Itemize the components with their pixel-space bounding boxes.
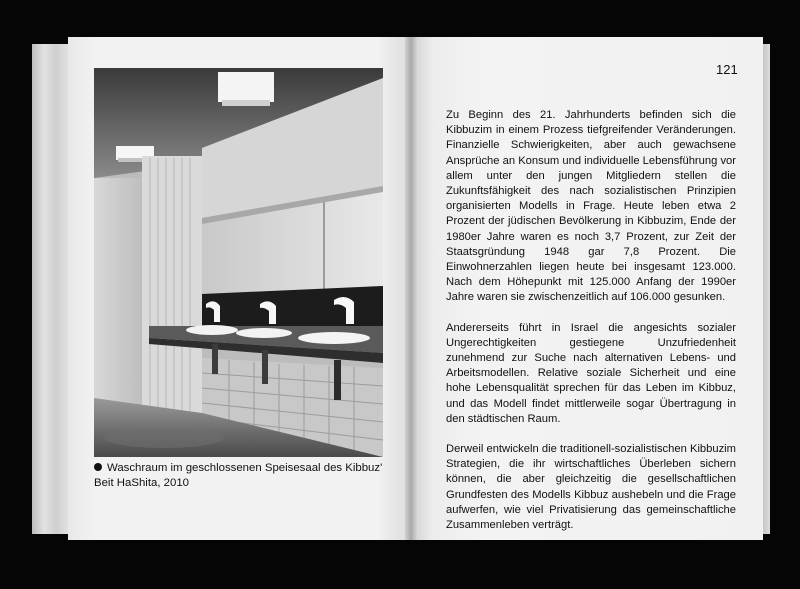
washroom-photo-drawing — [94, 68, 383, 457]
page-number: 121 — [716, 62, 738, 77]
paragraph: Derweil entwickeln die traditionell-sozialistischen Kibbuzim Strategien, die ihr wirtschaftliches Überleben sichern können, die aber gleichzeitig die gesellschaftlichen Grundfesten des Modells Kibbuz aushebeln und die Frage aufwerfen, wie viel Privatisierung das gemeinschaftliche Zusammenleben verträgt. — [446, 443, 736, 532]
show-through-text — [448, 62, 728, 78]
paragraph: Andererseits führt in Israel die angesichts sozialer Ungerechtigkeiten gestiegene Unzufriedenheit zunehmend zur Suche nach alternativen Lebens- und Arbeitsmodellen. Relative soziale Sicherheit und eine hohe Lebensqualität sprechen für das Leben im Kibbuz, und das Modell findet mittlerweile sogar Übertragung in den städtischen Raum. — [446, 321, 736, 425]
bullet-icon — [94, 463, 102, 471]
paragraph: Zu Beginn des 21. Jahrhunderts befinden sich die Kibbuzim in einem Prozess tiefgreifender Veränderungen. Finanzielle Schwierigkeiten, aber auch gewachsene Ansprüche an Konsum und individuelle Lebensführung vor allem unter den jungen Mitgliedern stellen die Zukunftsfähigkeit des nach sozialistischen Prinzipien organisierten Modells in Frage. Heute leben etwa 2 Prozent der jüdischen Bevölkerung in Kibbuzim, Ende der 1980er Jahre waren es noch 3,7 Prozent, zur Zeit der Staatsgründung 1948 gar 7,8 Prozent. Die Einwohnerzahlen liegen heute bei insgesamt 123.000. Nach dem Höhepunkt mit 125.000 Anfang der 1990er Jahre waren sie zwischenzeitlich auf 106.000 gesunken. — [446, 109, 736, 304]
photo-caption — [94, 461, 386, 491]
book-gutter — [405, 37, 417, 540]
body-text — [446, 108, 736, 548]
photo-caption-text: Waschraum im geschlossenen Speisesaal des Kibbuz' Beit HaShita, 2010 — [94, 462, 383, 489]
left-page-edges — [32, 44, 72, 534]
washroom-photo — [94, 68, 383, 457]
